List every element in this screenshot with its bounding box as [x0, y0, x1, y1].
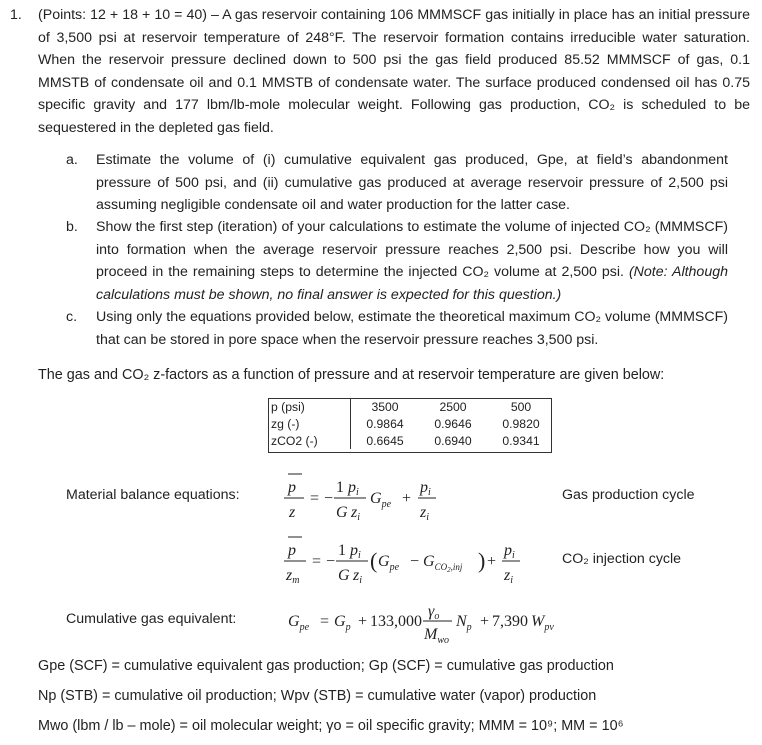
svg-text:p: p: [288, 479, 296, 496]
svg-text:−: −: [326, 553, 336, 570]
material-balance-equation-gas: [280, 470, 460, 526]
row-label: zCO2 (-): [268, 432, 351, 449]
table-cell: 0.9341: [502, 433, 540, 448]
svg-text:pi: pi: [350, 542, 361, 561]
svg-text:Gpe: $G_{pe}$: [288, 613, 310, 633]
part-c-text: Using only the equations provided below, estimate the theoretical maximum CO₂ volume (MMMSCF) that can be stored in pore space when the reservoir pressure reaches 3,500 psi.: [96, 309, 728, 348]
row-label: zg (-): [268, 415, 351, 432]
part-a-label: a.: [66, 152, 78, 168]
material-balance-label: Material balance equations:: [66, 487, 240, 503]
table-cell: 0.9646: [434, 416, 472, 431]
svg-text:zm: zm: [286, 567, 300, 586]
svg-text:G: G: [336, 504, 348, 521]
problem-number: 1.: [10, 7, 22, 23]
svg-text:pi: pi: [504, 542, 515, 561]
svg-text:+: +: [402, 490, 412, 507]
zfactor-intro: The gas and CO₂ z-factors as a function of pressure and at reservoir temperature are given below:: [38, 367, 665, 383]
svg-text:1: 1: [336, 479, 344, 496]
table-row: [268, 398, 555, 415]
definition-line-3: Mwo (lbm / lb – mole) = oil molecular weight; γo = oil specific gravity; MMM = 10⁹; MM = 10⁶: [38, 718, 624, 734]
cumulative-gas-equation: [284, 596, 594, 646]
table-cell: 0.6940: [434, 433, 472, 448]
problem-intro: (Points: 12 + 18 + 10 = 40) – A gas reservoir containing 106 MMMSCF gas initially in place has an initial pressure of 3,500 psi at reservoir temperature of 248°F. The reservoir formation contains irreducible water saturation. When the reservoir pressure declined down to 500 psi the gas field produced 85.52 MMMSCF of gas, 0.1 MMSTB of condensate oil and 0.1 MMSTB of condensate water. The surface produced condensed oil has 0.75 specific gravity and 177 lbm/lb-mole molecular weight. Following gas production, CO₂ is scheduled to be sequestered in the depleted gas field.: [38, 7, 750, 136]
svg-text:+: +: [358, 613, 368, 630]
svg-text:(: (: [370, 548, 378, 573]
svg-text:Gp: $G_p$: [334, 613, 351, 633]
part-b-note: (Note: Although calculations must be shown, no final answer is expected for this question.): [96, 264, 728, 303]
row-label: p (psi): [268, 398, 351, 415]
svg-text:z: z: [289, 504, 296, 521]
water-constant: 7,390: [492, 613, 528, 630]
svg-text:γo: γo: [428, 603, 440, 622]
gas-production-cycle-label: Gas production cycle: [562, 487, 695, 503]
svg-text:zi: zi: [504, 567, 514, 586]
table-cell: 0.6645: [366, 433, 404, 448]
svg-text:+: +: [480, 613, 490, 630]
part-b-label: b.: [66, 219, 78, 235]
svg-text:Wpv: $W_{pv}$: [531, 613, 554, 633]
svg-text:Mwo: $M_{wo}$: [424, 626, 449, 646]
table-row: [268, 432, 555, 449]
svg-text:p: p: [288, 542, 296, 559]
svg-text:+: +: [487, 553, 497, 570]
svg-text:): ): [478, 548, 486, 573]
svg-text:−: −: [324, 490, 334, 507]
svg-text:zi: zi: [353, 567, 363, 586]
oil-constant: 133,000: [370, 613, 422, 630]
svg-text:zi: zi: [420, 504, 430, 523]
part-b-body: Show the first step (iteration) of your calculations to estimate the volume of injected CO₂ (MMMSCF) into formation when the average reservoir pressure reaches 2,500 psi. Describe how you will proceed in the remaining steps to determine the injected CO₂ volume at 2,500 psi.: [96, 219, 728, 280]
svg-text:−: −: [410, 553, 420, 570]
svg-text:Np: $N_p$: [456, 613, 472, 633]
svg-text:Gpe: $G_{pe}$: [370, 490, 392, 510]
part-c-label: c.: [66, 309, 78, 325]
svg-text:zi: zi: [351, 504, 361, 523]
zfactor-table: [268, 398, 555, 449]
svg-text:pi: pi: [420, 479, 431, 498]
cumulative-gas-label: Cumulative gas equivalent:: [66, 611, 237, 627]
svg-text:G: G: [338, 567, 350, 584]
definition-line-2: Np (STB) = cumulative oil production; Wpv (STB) = cumulative water (vapor) production: [38, 688, 597, 704]
table-row: [268, 415, 555, 432]
table-cell: 0.9820: [502, 416, 540, 431]
table-cell: 0.9864: [366, 416, 404, 431]
part-a-text: Estimate the volume of (i) cumulative equivalent gas produced, Gpe, at field’s abandonment pressure of 500 psi, and (ii) cumulative gas produced at average reservoir pressure of 2,500 psi assuming negligible condensate oil and water production for the latter case.: [96, 152, 728, 213]
co2-injection-cycle-label: CO₂ injection cycle: [562, 551, 682, 567]
svg-text:GCO2,inj: $G_{CO_2,inj}$: [423, 553, 463, 574]
svg-text:1: 1: [338, 542, 346, 559]
table-cell: 3500: [371, 399, 399, 414]
svg-text:=: =: [320, 613, 330, 630]
table-cell: 500: [510, 399, 532, 414]
svg-text:=: =: [312, 553, 322, 570]
definition-line-1: Gpe (SCF) = cumulative equivalent gas production; Gp (SCF) = cumulative gas production: [38, 658, 614, 674]
material-balance-equation-co2: [280, 533, 550, 593]
table-cell: 2500: [439, 399, 467, 414]
svg-text:=: =: [310, 490, 320, 507]
part-b-text: [96, 216, 728, 306]
svg-text:pi: pi: [348, 479, 359, 498]
svg-text:Gpe: $G_{pe}$: [378, 553, 400, 573]
